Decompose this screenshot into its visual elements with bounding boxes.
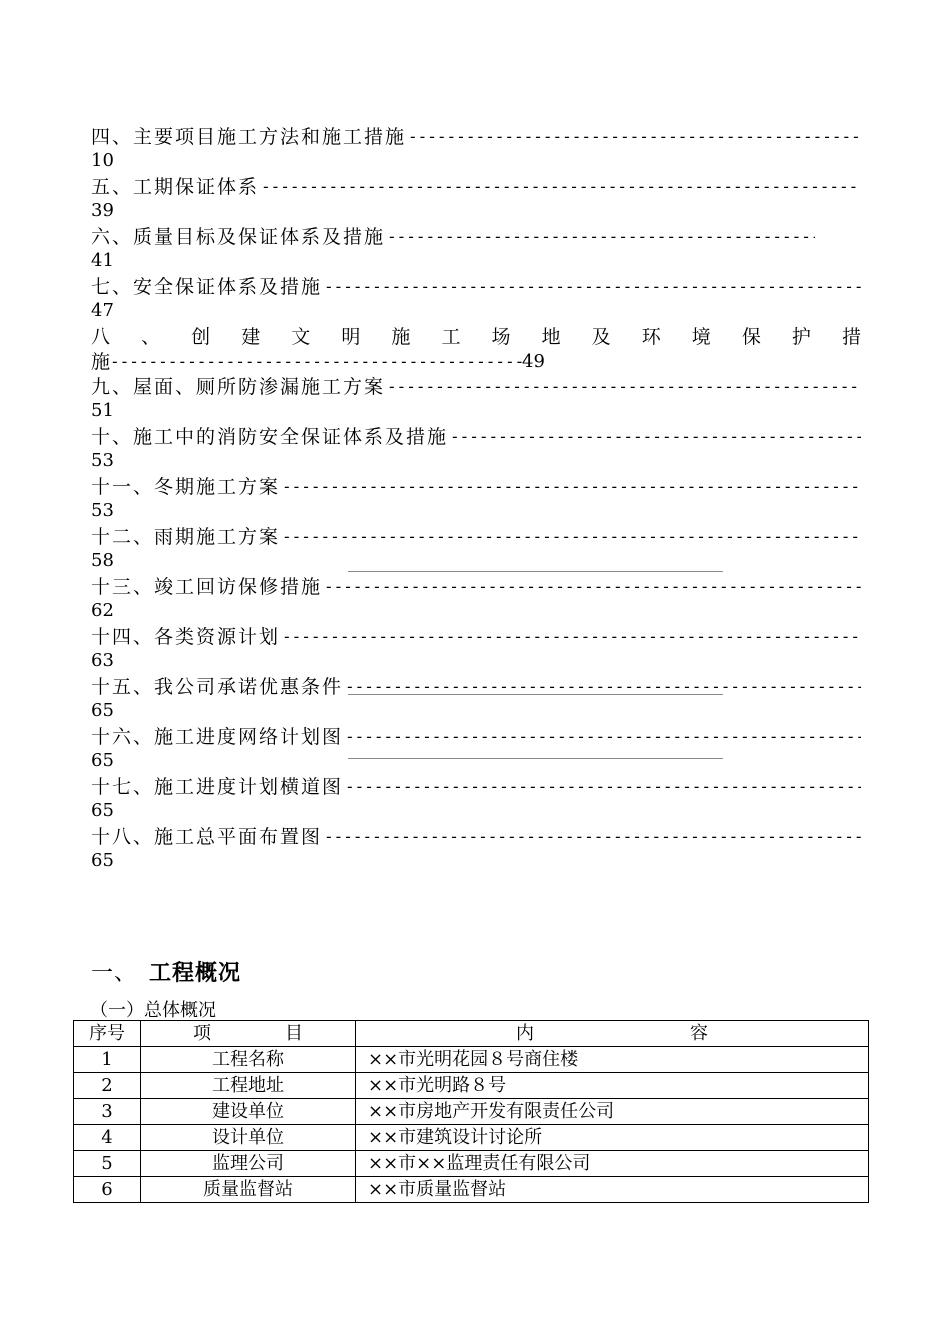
table-row [74, 1125, 869, 1151]
toc-entry [91, 273, 861, 323]
toc-page-number: 58 [91, 550, 114, 571]
cell-content: ××市房地产开发有限责任公司 [356, 1099, 869, 1125]
toc-page-number: 65 [91, 800, 114, 821]
toc-title: 六、质量目标及保证体系及措施 [91, 226, 386, 248]
toc-page-number: 62 [91, 600, 114, 621]
toc-page-number: 47 [91, 300, 114, 321]
table-row [74, 1151, 869, 1177]
toc-title: 十四、各类资源计划 [91, 626, 281, 648]
toc-title: 十七、施工进度计划横道图 [91, 776, 344, 798]
cell-content: ××市质量监督站 [356, 1177, 869, 1203]
toc-entry [91, 223, 861, 273]
toc-title: 四、主要项目施工方法和施工措施 [91, 126, 407, 148]
cell-content: ××市建筑设计讨论所 [356, 1125, 869, 1151]
cell-no: 6 [74, 1177, 141, 1203]
toc-entry [91, 423, 861, 473]
toc-title-tail: 施 [91, 351, 111, 373]
toc-page-number: 53 [91, 500, 114, 521]
header-no: 序号 [74, 1021, 141, 1047]
toc-char: 场 [491, 326, 511, 348]
toc-page-number: 10 [91, 150, 114, 171]
toc-entry [91, 773, 861, 823]
toc-title: 九、屋面、厕所防渗漏施工方案 [91, 376, 386, 398]
header-char: 内 [516, 1022, 534, 1044]
toc-page-number: 39 [91, 200, 114, 221]
toc-char: 八 [91, 326, 111, 348]
toc-entry [91, 573, 861, 623]
cell-item: 监理公司 [141, 1151, 356, 1177]
header-char: 容 [690, 1022, 708, 1044]
toc-leader [324, 273, 861, 301]
section-heading [91, 956, 241, 987]
toc-char: 保 [741, 326, 761, 348]
toc-char: 地 [541, 326, 561, 348]
header-content [356, 1021, 869, 1047]
toc-leader [261, 173, 861, 201]
toc-title: 十五、我公司承诺优惠条件 [91, 676, 344, 698]
toc-char: 措 [841, 326, 861, 348]
cell-item: 设计单位 [141, 1125, 356, 1151]
cell-item: 工程名称 [141, 1047, 356, 1073]
header-char: 项 [193, 1022, 211, 1044]
table-row [74, 1073, 869, 1099]
toc-entry [91, 123, 861, 173]
header-item [141, 1021, 356, 1047]
table-header-row [74, 1021, 869, 1047]
toc-leader [282, 473, 861, 501]
subsection-heading: （一）总体概况 [90, 1000, 216, 1021]
toc-page-number: 41 [91, 250, 114, 271]
toc-title: 十二、雨期施工方案 [91, 526, 281, 548]
toc-entry [91, 723, 861, 773]
toc-entry [91, 473, 861, 523]
header-char: 目 [285, 1022, 303, 1044]
toc-page-number: 53 [91, 450, 114, 471]
toc-leader [110, 352, 522, 372]
table-row [74, 1047, 869, 1073]
section-number: 一、 [91, 961, 138, 986]
cell-no: 3 [74, 1099, 141, 1125]
toc-char: 护 [791, 326, 811, 348]
toc-page-number: 65 [91, 750, 114, 771]
cell-item: 建设单位 [141, 1099, 356, 1125]
toc-title [91, 323, 861, 351]
toc-leader [408, 123, 861, 151]
cell-content: ××市光明花园８号商住楼 [356, 1047, 869, 1073]
toc-title: 十一、冬期施工方案 [91, 476, 281, 498]
table-of-contents [91, 123, 861, 873]
toc-entry [91, 323, 861, 373]
toc-page-number: 65 [91, 850, 114, 871]
toc-leader [387, 223, 815, 251]
toc-title: 五、工期保证体系 [91, 176, 260, 198]
toc-entry [91, 523, 861, 573]
toc-title: 十三、竣工回访保修措施 [91, 576, 323, 598]
toc-page-value: 49 [522, 351, 545, 372]
toc-leader [345, 673, 861, 701]
toc-char: 、 [141, 326, 161, 348]
table-row [74, 1099, 869, 1125]
toc-char: 文 [291, 326, 311, 348]
toc-leader [345, 723, 861, 751]
toc-page-number: 63 [91, 650, 114, 671]
toc-title: 十六、施工进度网络计划图 [91, 726, 344, 748]
stray-rule [348, 758, 723, 759]
toc-entry [91, 673, 861, 723]
toc-leader [345, 773, 861, 801]
cell-no: 1 [74, 1047, 141, 1073]
section-title: 工程概况 [149, 961, 242, 986]
cell-item: 质量监督站 [141, 1177, 356, 1203]
toc-entry [91, 373, 861, 423]
toc-char: 创 [191, 326, 211, 348]
toc-char: 施 [391, 326, 411, 348]
cell-content: ××市光明路８号 [356, 1073, 869, 1099]
toc-page-number: 65 [91, 700, 114, 721]
toc-char: 建 [241, 326, 261, 348]
toc-char: 及 [591, 326, 611, 348]
cell-item: 工程地址 [141, 1073, 356, 1099]
toc-title: 十、施工中的消防安全保证体系及措施 [91, 426, 449, 448]
toc-leader [324, 573, 861, 601]
toc-entry [91, 823, 861, 873]
toc-page-number [91, 351, 861, 373]
cell-content: ××市××监理责任有限公司 [356, 1151, 869, 1177]
toc-leader [282, 523, 861, 551]
toc-leader [387, 373, 861, 401]
project-overview-table [73, 1020, 869, 1203]
toc-page-number: 51 [91, 400, 114, 421]
stray-rule [348, 694, 723, 695]
toc-leader [282, 623, 861, 651]
table-row [74, 1177, 869, 1203]
toc-entry [91, 173, 861, 223]
toc-char: 境 [691, 326, 711, 348]
stray-rule [348, 571, 723, 572]
cell-no: 5 [74, 1151, 141, 1177]
toc-title: 十八、施工总平面布置图 [91, 826, 323, 848]
toc-title: 七、安全保证体系及措施 [91, 276, 323, 298]
toc-char: 工 [441, 326, 461, 348]
cell-no: 4 [74, 1125, 141, 1151]
toc-leader [324, 823, 861, 851]
toc-char: 环 [641, 326, 661, 348]
toc-entry [91, 623, 861, 673]
cell-no: 2 [74, 1073, 141, 1099]
toc-char: 明 [341, 326, 361, 348]
toc-leader [450, 423, 861, 451]
